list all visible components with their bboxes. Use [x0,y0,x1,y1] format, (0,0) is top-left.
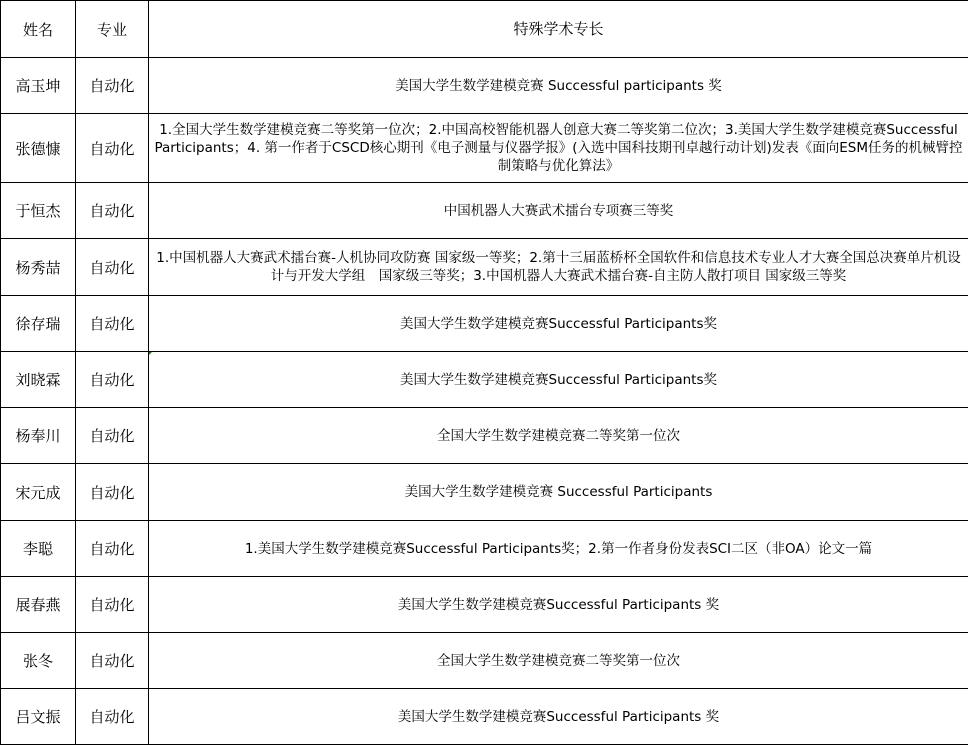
table-row [1,633,968,689]
student-name: 杨秀喆 [1,239,76,296]
student-name: 张德慷 [1,114,76,183]
header-major: 专业 [76,1,149,58]
table-row [1,296,968,352]
student-name: 徐存瑞 [1,296,76,352]
table-row [1,689,968,745]
student-major: 自动化 [76,633,149,689]
student-name: 于恒杰 [1,183,76,239]
student-specialty: 美国大学生数学建模竞赛Successful Participants奖 [149,296,968,352]
student-major: 自动化 [76,408,149,464]
table-row [1,352,968,408]
student-name: 杨奉川 [1,408,76,464]
student-name: 展春燕 [1,577,76,633]
student-specialty: 全国大学生数学建模竞赛二等奖第一位次 [149,408,968,464]
table-row [1,114,968,183]
student-specialty: 美国大学生数学建模竞赛 Successful participants 奖 [149,58,968,114]
student-name: 吕文振 [1,689,76,745]
table-row [1,239,968,296]
table-row [1,183,968,239]
student-specialty: 美国大学生数学建模竞赛Successful Participants 奖 [149,577,968,633]
student-major: 自动化 [76,58,149,114]
student-major: 自动化 [76,183,149,239]
student-major: 自动化 [76,114,149,183]
student-major: 自动化 [76,239,149,296]
student-specialty: 1.全国大学生数学建模竞赛二等奖第一位次；2.中国高校智能机器人创意大赛二等奖第二位次；3.美国大学生数学建模竞赛Successful Participants；4. 第一作者于CSCD核心期刊《电子测量与仪器学报》(入选中国科技期刊卓越行动计划)发表《面向ESM任务的机械臂控制策略与优化算法》 [149,114,968,183]
student-specialty: 1.美国大学生数学建模竞赛Successful Participants奖；2.第一作者身份发表SCI二区（非OA）论文一篇 [149,521,968,577]
student-major: 自动化 [76,521,149,577]
student-name: 张冬 [1,633,76,689]
table-row [1,58,968,114]
student-major: 自动化 [76,352,149,408]
student-major: 自动化 [76,464,149,521]
student-specialty [149,352,968,408]
student-major: 自动化 [76,577,149,633]
student-specialty: 美国大学生数学建模竞赛 Successful Participants [149,464,968,521]
table-row [1,577,968,633]
table-row [1,464,968,521]
student-name: 宋元成 [1,464,76,521]
header-name: 姓名 [1,1,76,58]
table-row [1,408,968,464]
specialty-text: 美国大学生数学建模竞赛Successful Participants奖 [400,372,717,388]
student-name: 李聪 [1,521,76,577]
student-specialty: 美国大学生数学建模竞赛Successful Participants 奖 [149,689,968,745]
student-specialty: 全国大学生数学建模竞赛二等奖第一位次 [149,633,968,689]
header-row [1,1,968,58]
student-major: 自动化 [76,296,149,352]
header-specialty: 特殊学术专长 [149,1,968,58]
student-name: 高玉坤 [1,58,76,114]
student-specialty: 1.中国机器人大赛武术擂台赛-人机协同攻防赛 国家级一等奖；2.第十三届蓝桥杯全国软件和信息技术专业人才大赛全国总决赛单片机设计与开发大学组 国家级三等奖；3.中国机器人大赛武术擂台赛-自主防人散打项目 国家级三等奖 [149,239,968,296]
student-specialty: 中国机器人大赛武术擂台专项赛三等奖 [149,183,968,239]
cell-comment-marker [149,352,154,357]
student-major: 自动化 [76,689,149,745]
student-name: 刘晓霖 [1,352,76,408]
table-row [1,521,968,577]
